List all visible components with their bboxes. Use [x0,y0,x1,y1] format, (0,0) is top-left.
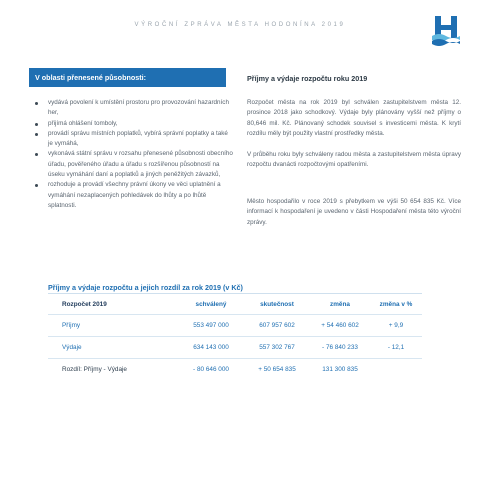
table-cell: 607 957 602 [259,322,295,329]
section-heading-delegated-powers: V oblasti přenesené působnosti: [29,68,226,87]
list-item: přijímá ohlášení tomboly, [34,119,234,129]
table-cell: Výdaje [62,344,82,351]
city-h-logo-icon [431,14,461,46]
budget-section-heading: Příjmy a výdaje rozpočtu roku 2019 [247,74,368,83]
table-cell: + 9,9 [388,322,404,329]
list-item: vykonává státní správu v rozsahu přenesené působnosti obecního úřadu, pověřeného úřadu a úřadu s rozšířenou působností na úseku vymáhání daní a poplatků a jiných peněžitých závazků, [34,149,234,180]
table-cell: 557 302 767 [259,344,295,351]
duties-list [34,98,234,211]
table-cell: - 76 840 233 [322,344,358,351]
table-cell: 131 300 835 [322,366,358,373]
column-header: Rozpočet 2019 [62,300,107,308]
table-cell: Rozdíl: Příjmy - Výdaje [62,366,127,373]
table-cell: 634 143 000 [193,344,229,351]
list-item: vydává povolení k umístění prostoru pro provozování hazardních her, [34,98,234,119]
budget-paragraph-surplus: Město hospodařilo v roce 2019 s přebytkem ve výši 50 654 835 Kč. Více informací k hospodaření je uvedeno v části Hospodaření města této výroční zprávy. [247,198,461,226]
column-header: změna [330,300,350,308]
budget-paragraph-amendments: V průběhu roku byly schváleny radou města a zastupitelstvem města úpravy rozpočtu dvanácti rozpočtovými opatřeními. [247,151,461,169]
table-row [48,336,422,358]
column-header: skutečnost [260,300,294,308]
list-item: provádí správu místních poplatků, vybírá správní poplatky a také je vymáhá, [34,129,234,150]
table-row [48,358,422,380]
budget-table [48,294,422,380]
table-header-row [48,294,422,314]
table-cell: - 80 646 000 [193,366,229,373]
report-header-title: VÝROČNÍ ZPRÁVA MĚSTA HODONÍNA 2019 [134,22,346,28]
table-cell: - 12,1 [387,344,405,351]
table-cell: 553 497 000 [193,322,229,329]
table-title: Příjmy a výdaje rozpočtu a jejich rozdíl za rok 2019 (v Kč) [48,283,243,292]
column-header: schválený [195,300,227,308]
table-row [48,314,422,336]
table-cell: + 50 654 835 [258,366,296,373]
table-cell: + 54 460 602 [321,322,359,329]
table-cell: Příjmy [62,322,81,329]
list-item: rozhoduje a provádí všechny právní úkony ve věci uplatnění a vymáhání nezaplacených pohledávek do lhůty a po lhůtě splatnosti. [34,180,234,211]
column-header: změna v % [379,300,413,308]
budget-paragraph-approval: Rozpočet města na rok 2019 byl schválen zastupitelstvem města 12. prosince 2018 jako schodkový. Výdaje byly plánovány vyšší než příjmy o 80,646 mil. Kč. Plánovaný schodek souvisel s investicemi města. K krytí rozdílu měly být použity vlastní prostředky města. [247,99,461,137]
